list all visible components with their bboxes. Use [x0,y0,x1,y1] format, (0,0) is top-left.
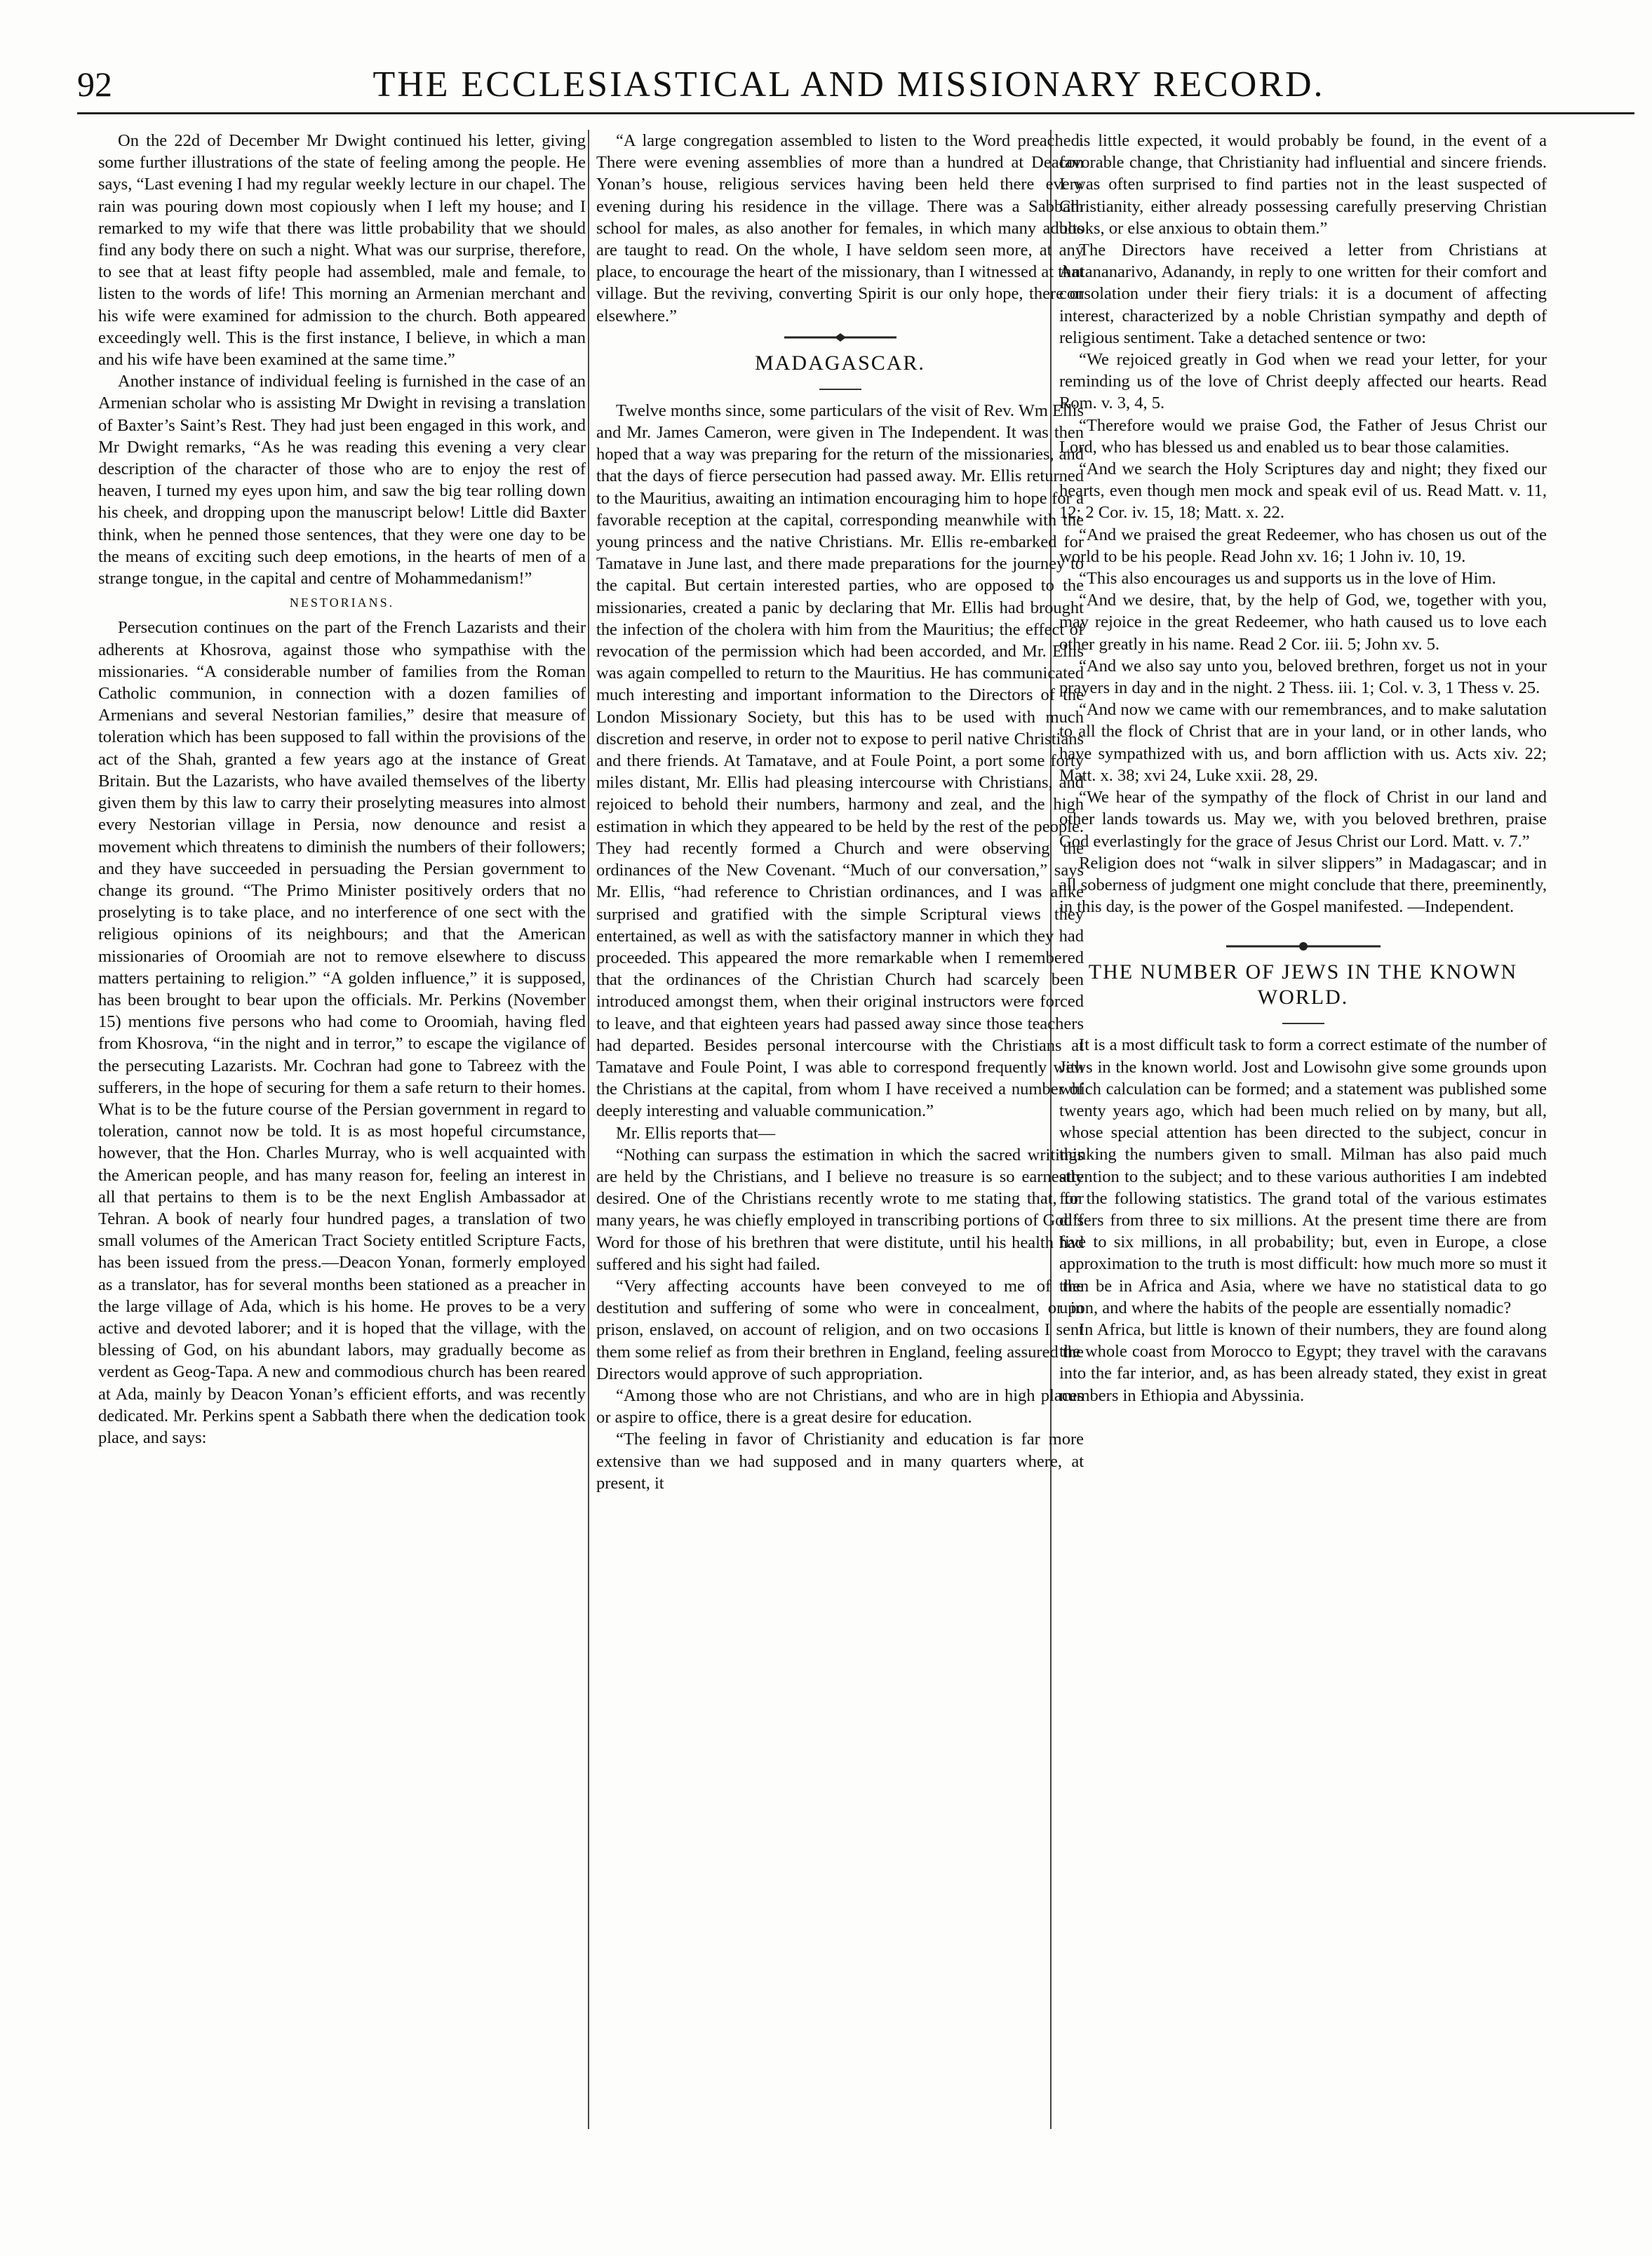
header-rule [77,112,1634,114]
paragraph: On the 22d of December Mr Dwight continued his letter, giving some further illustrations of the state of feeling among the people. He says, “Last evening I had my regular weekly lecture in our chapel. The rain was pouring down most copiously when I left my house; and I remarked to my wife that there was little probability that we should find any body there on such a night. What was our surprise, therefore, to see that at least fifty people had assembled, male and female, to listen to the words of life! This morning an Armenian merchant and his wife were examined for admission to the church. Both appeared exceedingly well. This is the first instance, I believe, in which a man and his wife have been examined at the same time.” [98,131,586,370]
paragraph: “We hear of the sympathy of the flock of Christ in our land and other lands towards us. May we, with you beloved brethren, praise God everlastingly for the grace of Jesus Christ our Lord. Matt. v. 7.” [1059,788,1547,851]
paragraph: “This also encourages us and supports us in the love of Him. [1079,569,1496,589]
page-number: 92 [77,65,112,104]
page-header [77,67,1620,123]
paragraph: Mr. Ellis reports that— [616,1123,776,1143]
paragraph: “And we praised the great Redeemer, who has chosen us out of the world to be his people. Read John xv. 16; 1 John iv. 10, 19. [1059,525,1547,566]
column-divider [588,130,589,2129]
paragraph: In Africa, but little is known of their numbers, they are found along the whole coast from Morocco to Egypt; they travel with the caravans into the far interior, and, as has been already stated, they exist in great numbers in Ethiopia and Abyssinia. [1059,1320,1547,1405]
heading-underline [1282,1023,1324,1024]
paragraph: Persecution continues on the part of the French Lazarists and their adherents at Khosrova, against those who sympathise with the missionaries. “A considerable number of families from the Roman Catholic communion, in connection with a dozen families of Armenians and several Nestorian families,” desire that measure of toleration which has been supposed to fall within the provisions of the act of the Shah, granted a few years ago at the instance of Great Britain. But the Lazarists, who have availed themselves of the liberty given them by this law to carry their proselyting measures into almost every Nestorian village in Persia, now denounce and resist a movement which threatens to diminish the numbers of their followers; and they have succeeded in persuading the Persian government to change its ground. “The Primo Minister positively orders that no proselyting is to take place, and no interference of one sect with the religious opinions of its neighbours; and that the American missionaries of Oroomiah are not to remove elsewhere to discuss matters pertaining to religion.” “A golden influence,” it is supposed, has been brought to bear upon the officials. Mr. Perkins (November 15) mentions five persons who had come to Oroomiah, having fled from Khosrova, “in the night and in terror,” to escape the vigilance of the persecuting Lazarists. Mr. Cochran had gone to Tabreez with the sufferers, in the hope of securing for them a safe return to their homes. What is to be the future course of the Persian government in regard to toleration, cannot now be told. It is as most hopeful circumstance, however, that the Hon. Charles Murray, who is well acquainted with the American people, and has many reason for, feeling an interest in all that pertains to them is to be the next English Ambassador at Tehran. A book of nearly four hundred pages, a translation of two small volumes of the American Tract Society entitled Scripture Facts, has been issued from the press.—Deacon Yonan, formerly employed as a translator, has for several months been stationed as a preacher in the large village of Ada, which is his home. He proves to be a very active and devoted laborer; and it is hoped that the village, with the blessing of God, on his abundant labors, may gradually become as verdent as Geog-Tapa. A new and commodious church has been reared at Ada, mainly by Deacon Yonan’s efficient efforts, and was recently dedicated. Mr. Perkins spent a Sabbath there when the dedication took place, and says: [98,618,586,1447]
paragraph: “And we search the Holy Scriptures day and night; they fixed our hearts, even though men mock and speak evil of us. Read Matt. v. 11, 12; 2 Cor. iv. 15, 18; Matt. x. 22. [1059,459,1547,523]
subheading-nestorians: NESTORIANS. [289,596,395,610]
column-middle [596,130,1084,2136]
paragraph: “Very affecting accounts have been conveyed to me of the destitution and suffering of some who were in concealment, or in prison, enslaved, on account of religion, and on two occasions I sent them some relief as from their brethren in England, feeling assured the Directors would approve of such appropriation. [596,1276,1084,1383]
ornament-rule-icon [1226,941,1381,951]
paragraph: “Nothing can surpass the estimation in which the sacred writings are held by the Christians, and I believe no treasure is so earnestly desired. One of the Christians recently wrote to me stating that, for many years, he was chiefly employed in transcribing portions of God’s Word for those of his brethren that were distitute, until his health had suffered and his sight had failed. [596,1145,1084,1274]
paragraph: “And now we came with our remembrances, and to make salutation to all the flock of Christ that are in your land, or in other lands, who have sympathized with us, and born affliction with us. Acts xiv. 22; Matt. x. 38; xvi 24, Luke xxii. 28, 29. [1059,700,1547,785]
paragraph: Another instance of individual feeling is furnished in the case of an Armenian scholar who is assisting Mr Dwight in revising a translation of Baxter’s Saint’s Rest. They had just been engaged in this work, and Mr Dwight remarks, “As he was reading this evening a very clear description of the character of those who are to enjoy the rest of heaven, I turned my eyes upon him, and saw the big tear rolling down his cheek, and dropping upon the manuscript below! Little did Baxter think, when he penned those sentences, that they were one day to be the means of exciting such deep emotions, in the hearts of men of a strange tongue, in the capital and centre of Mohammedanism!” [98,372,586,589]
paragraph: The Directors have received a letter from Christians at Antananarivo, Adanandy, in reply to one written for their comfort and consolation under their fiery trials: it is a document of affecting interest, characterized by a noble Christian sympathy and depth of religious sentiment. Take a detached sentence or two: [1059,241,1547,347]
paragraph: Religion does not “walk in silver slippers” in Madagascar; and in all soberness of judgment one might conclude that there, preeminently, in this day, is the power of the Gospel manifested. —Independent. [1059,853,1547,917]
column-left [98,130,586,2136]
paragraph: “The feeling in favor of Christianity and education is far more extensive than we had supposed and in many quarters where, at present, it [596,1430,1084,1493]
paragraph: is little expected, it would probably be found, in the event of a favorable change, that Christianity had influential and sincere friends. I was often surprised to find parties not in the least suspected of Christianity, either already possessing carefully preserving Christian books, or else anxious to obtain them.” [1059,131,1547,238]
paragraph: “And we desire, that, by the help of God, we, together with you, may rejoice in the great Redeemer, who hath caused us to love each other greatly in his name. Read 2 Cor. iii. 5; John xv. 5. [1059,591,1547,654]
section-heading-madagascar: MADAGASCAR. [755,351,925,375]
journal-title: THE ECCLESIASTICAL AND MISSIONARY RECORD. [372,65,1325,105]
paragraph: “We rejoiced greatly in God when we read your letter, for your reminding us of the love of Christ deeply affected our hearts. Read Rom. v. 3, 4, 5. [1059,350,1547,413]
paragraph: “Therefore would we praise God, the Father of Jesus Christ our Lord, who has blessed us and enabled us to bear those calamities. [1059,415,1547,457]
paragraph: Twelve months since, some particulars of the visit of Rev. Wm Ellis and Mr. James Cameron, were given in The Independent. It was then hoped that a way was preparing for the return of the missionaries, and that the days of fierce persecution had passed away. Mr. Ellis returned to the Mauritius, awaiting an intimation encouraging him to hope for a favorable reception at the capital, corresponding meanwhile with the young princess and the native Christians. Mr. Ellis re-embarked for Tamatave in June last, and there made preparations for the journey to the capital. But certain interested parties, who are opposed to the missionaries, created a panic by declaring that Mr. Ellis had brought the infection of the cholera with him from the Mauritius; the effect of revocation of the permission which had been accorded, and Mr. Ellis was again compelled to return to the Mauritius. He has communicated much interesting and important information to the Directors of the London Missionary Society, but this has to be used with much discretion and reserve, in order not to expose to peril native Christians and there friends. At Tamatave, and at Foule Point, a port some forty miles distant, Mr. Ellis had pleasing intercourse with Christians, and rejoiced to behold their numbers, harmony and zeal, and the high estimation in which they appeared to be held by the rest of the people. They had recently formed a Church and were observing the ordinances of the New Covenant. “Much of our conversation,” says Mr. Ellis, “had reference to Christian ordinances, and I was alike surprised and gratified with the simple Scriptural views they entertained, as well as with the satisfactory manner in which they had proceeded. This appeared the more remarkable when I remembered that the ordinances of the Christian Church had scarcely been introduced amongst them, when their original instructors were forced to leave, and that eighteen years had passed away since those teachers had departed. Besides personal intercourse with the Christians at Tamatave and Foule Point, I was able to correspond frequently with the Christians at the capital, from whom I have received a number of deeply interesting and valuable communication.” [596,401,1084,1121]
section-heading-jews: THE NUMBER OF JEWS IN THE KNOWN WORLD. [1088,960,1518,1009]
column-right [1059,130,1547,2136]
spacer [1059,918,1547,936]
paragraph: “And we also say unto you, beloved brethren, forget us not in your prayers in day and in the night. 2 Thess. iii. 1; Col. v. 3, 1 Thess v. 25. [1059,656,1547,698]
paragraph: It is a most difficult task to form a correct estimate of the number of Jews in the known world. Jost and Lowisohn give some grounds upon which calculation can be formed; and a statement was published some twenty years ago, which had been much relied on by many, but all, whose special attention has been directed to the subject, concur in thinking the numbers given to small. Milman has also paid much attention to the subject; and to these various authorities I am indebted for the following statistics. The grand total of the various estimates differs from three to six millions. At the present time there are from five to six millions, in all probability; but, even in Europe, a close approximation to the truth is most difficult: how much more so must it then be in Africa and Asia, where we have no statistical data to go upon, and where the habits of the people are essentially nomadic? [1059,1035,1547,1317]
heading-underline [819,389,861,390]
paragraph: “A large congregation assembled to listen to the Word preached. There were evening assemblies of more than a hundred at Deacon Yonan’s house, religious services having been held there every evening during his residence in the village. There was a Sabbath school for males, as also another for females, in which many adults are taught to read. On the whole, I have seldom seen more, at any place, to encourage the heart of the missionary, than I witnessed at that village. But the reviving, converting Spirit is our only hope, there or elsewhere.” [596,131,1084,325]
paragraph: “Among those who are not Christians, and who are in high places or aspire to office, there is a great desire for education. [596,1385,1084,1428]
ornament-rule-icon [784,333,896,342]
